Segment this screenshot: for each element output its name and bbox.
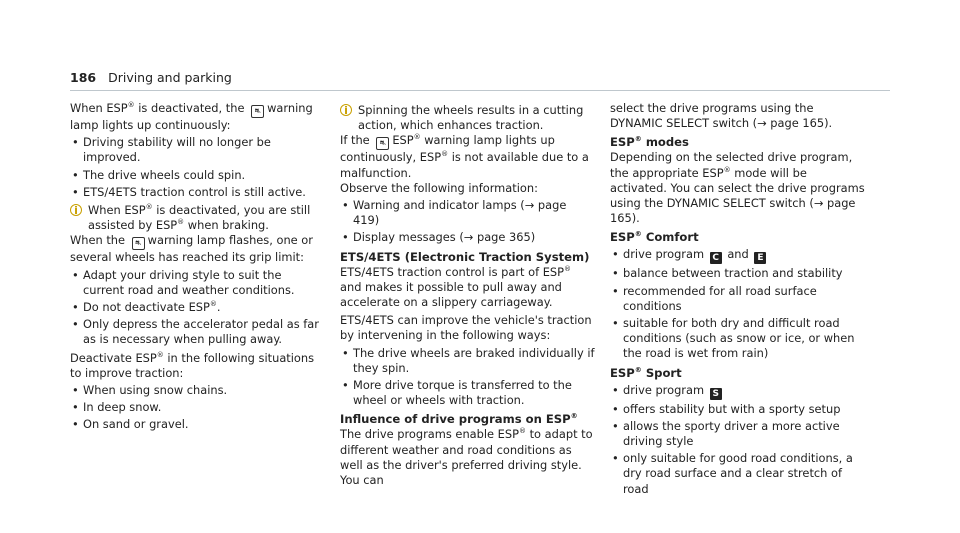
list-item: • Do not deactivate ESP®.: [70, 300, 326, 315]
paragraph: ETS/4ETS traction control is part of ESP® and makes it possible to pull away and accelerate on a slippery carriageway.: [340, 264, 572, 310]
info-note: i When ESP® is deactivated, you are still assisted by ESP® when braking.: [70, 203, 326, 233]
drive-program-s-key: S: [710, 388, 722, 400]
paragraph: Deactivate ESP® in the following situations to improve traction:: [70, 350, 315, 380]
heading: Influence of drive programs on ESP®: [340, 412, 578, 427]
drive-program-c-key: C: [710, 252, 722, 264]
column-2: [340, 101, 596, 488]
list-item-link[interactable]: • Display messages (→ page 365): [340, 230, 596, 245]
heading: ESP® Comfort: [610, 230, 699, 245]
paragraph: select the drive programs using the DYNAMIC SELECT switch (→ page 165).: [610, 101, 833, 131]
list-item-link[interactable]: • Warning and indicator lamps (→ page 419): [340, 198, 596, 228]
list-item: • More drive torque is transferred to the wheel or wheels with traction.: [340, 378, 596, 408]
section-title: Driving and parking: [108, 70, 232, 85]
list: [610, 383, 866, 497]
list: [70, 383, 326, 433]
list-item: • allows the sporty driver a more active driving style: [610, 419, 866, 449]
paragraph: ETS/4ETS can improve the vehicle's traction by intervening in the following ways:: [340, 313, 592, 343]
list: [340, 198, 596, 246]
esp-icon: ⛐: [376, 137, 389, 150]
list: [70, 268, 326, 348]
esp-icon: ⛐: [132, 237, 145, 250]
info-note: i Spinning the wheels results in a cutting action, which enhances traction.: [340, 103, 596, 133]
list-item: • Adapt your driving style to suit the current road and weather conditions.: [70, 268, 326, 298]
header-rule: [70, 90, 890, 91]
column-1: [70, 101, 326, 433]
list-item: • balance between traction and stability: [610, 266, 866, 281]
paragraph: Observe the following information:: [340, 180, 538, 195]
drive-program-e-key: E: [754, 252, 766, 264]
list-item: • The drive wheels are braked individually if they spin.: [340, 346, 596, 376]
list-item: • drive program C and E: [610, 247, 866, 264]
page-header: [70, 70, 232, 85]
heading: ESP® Sport: [610, 365, 682, 380]
list-item: • The drive wheels could spin.: [70, 168, 326, 183]
paragraph: When ESP® is deactivated, the ⛐ warning lamp lights up continuously:: [70, 101, 313, 132]
paragraph: The drive programs enable ESP® to adapt to different weather and road conditions as well as the driver's preferred driving style. You can: [340, 427, 593, 488]
list: [340, 346, 596, 409]
info-icon: i: [340, 104, 352, 116]
page-number: 186: [70, 70, 97, 85]
heading: ETS/4ETS (Electronic Traction System): [340, 249, 590, 264]
list-item: • When using snow chains.: [70, 383, 326, 398]
list-item: • Driving stability will no longer be improved.: [70, 135, 326, 165]
column-3: [610, 101, 866, 497]
list-item: • Only depress the accelerator pedal as far as is necessary when pulling away.: [70, 317, 326, 347]
list: [70, 135, 326, 200]
list-item: • suitable for both dry and difficult road conditions (such as snow or ice, or when the road is wet from rain): [610, 316, 866, 362]
info-icon: i: [70, 204, 82, 216]
paragraph: If the ⛐ ESP® warning lamp lights up continuously, ESP® is not available due to a malfunction.: [340, 133, 589, 180]
esp-off-icon: ⛐: [251, 105, 264, 118]
heading: ESP® modes: [610, 135, 689, 150]
list-item: • only suitable for good road conditions, a dry road surface and a clear stretch of road: [610, 451, 866, 497]
list-item: • drive program S: [610, 383, 866, 400]
paragraph: When the ⛐ warning lamp flashes, one or several wheels has reached its grip limit:: [70, 233, 313, 265]
list-item: • In deep snow.: [70, 400, 326, 415]
list-item: • offers stability but with a sporty setup: [610, 402, 866, 417]
list-item: • On sand or gravel.: [70, 417, 326, 432]
list-item: • recommended for all road surface conditions: [610, 284, 866, 314]
paragraph: Depending on the selected drive program, the appropriate ESP® mode will be activated. You can select the drive programs using the DYNAMIC SELECT switch (→ page 165).: [610, 150, 865, 226]
list: [610, 247, 866, 361]
list-item: • ETS/4ETS traction control is still active.: [70, 185, 326, 200]
